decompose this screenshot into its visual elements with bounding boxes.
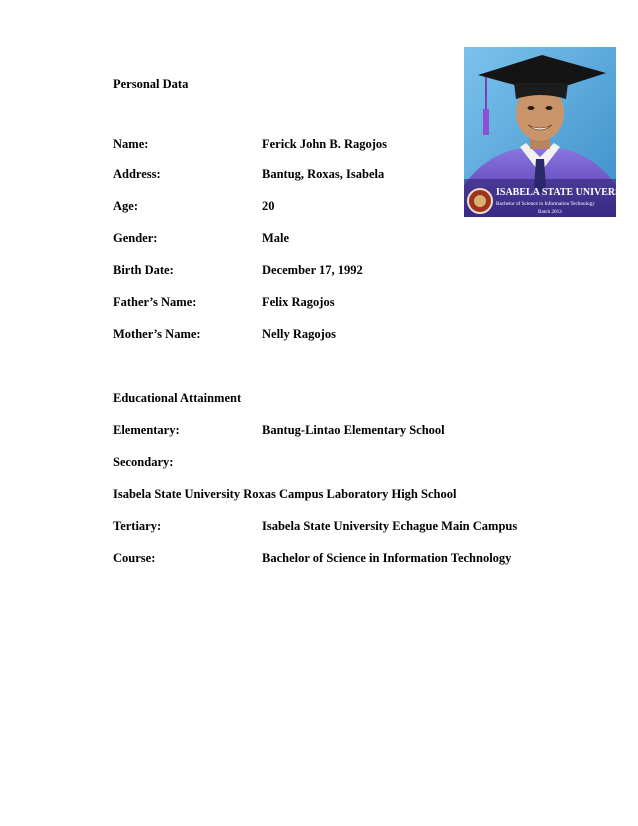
- mothers-name-label: Mother’s Name:: [113, 327, 201, 341]
- birth-date-label: Birth Date:: [113, 263, 174, 277]
- secondary-label: Secondary:: [113, 455, 174, 469]
- mothers-name-value: Nelly Ragojos: [262, 327, 336, 341]
- secondary-value: Isabela State University Roxas Campus Laboratory High School: [113, 487, 457, 501]
- course-label: Course:: [113, 551, 156, 565]
- educational-attainment-heading: Educational Attainment: [113, 391, 242, 405]
- course-value: Bachelor of Science in Information Technology: [262, 551, 512, 565]
- photo-banner-line2: Batch 2013: [538, 209, 562, 215]
- tertiary-value: Isabela State University Echague Main Campus: [262, 519, 518, 533]
- elementary-label: Elementary:: [113, 423, 180, 437]
- birth-date-value: December 17, 1992: [262, 263, 363, 277]
- fathers-name-label: Father’s Name:: [113, 295, 197, 309]
- elementary-value: Bantug-Lintao Elementary School: [262, 423, 445, 437]
- graduation-photo: [464, 47, 638, 217]
- age-value: 20: [262, 199, 275, 213]
- gender-label: Gender:: [113, 231, 158, 245]
- gender-value: Male: [262, 231, 290, 245]
- personal-data-heading: Personal Data: [113, 77, 189, 91]
- tassel-shape: [483, 109, 489, 135]
- photo-banner-title: ISABELA STATE UNIVERSITY: [496, 187, 638, 198]
- name-value: Ferick John B. Ragojos: [262, 137, 387, 151]
- fathers-name-value: Felix Ragojos: [262, 295, 335, 309]
- photo-banner-line1: Bachelor of Science in Information Technology: [496, 201, 595, 207]
- name-label: Name:: [113, 137, 149, 151]
- tertiary-label: Tertiary:: [113, 519, 162, 533]
- address-label: Address:: [113, 167, 161, 181]
- address-value: Bantug, Roxas, Isabela: [262, 167, 385, 181]
- age-label: Age:: [113, 199, 138, 213]
